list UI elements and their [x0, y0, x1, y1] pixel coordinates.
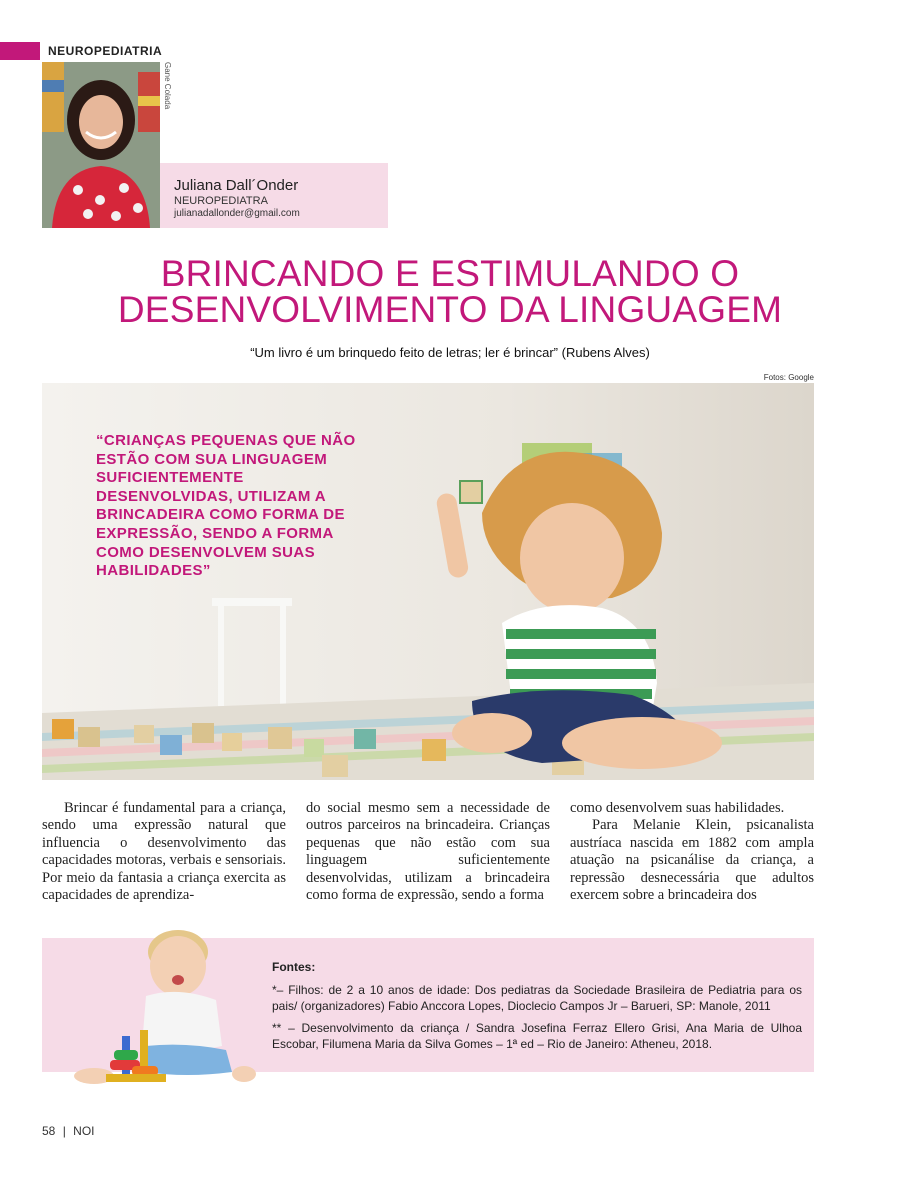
source-item-1: *– Filhos: de 2 a 10 anos de idade: Dos pediatras da Sociedade Brasileira de Pediatria para os pais/ (organizadores) Fabio Anccora Lopes, Dioclecio Campos Jr – Barueri, SP: Manole, 2011: [272, 983, 802, 1013]
sources-title: Fontes:: [272, 960, 316, 974]
pull-quote: “CRIANÇAS PEQUENAS QUE NÃO ESTÃO COM SUA LINGUAGEM SUFICIENTEMENTE DESENVOLVIDAS, UTILIZAM A BRINCADEIRA COMO FORMA DE EXPRESSÃO, SENDO A FORMA COMO DESENVOLVEM SUAS HABILIDADES”: [96, 432, 356, 580]
title-line-2: DESENVOLVIMENTO DA LINGUAGEM: [117, 289, 783, 330]
author-photo-credit: [160, 62, 174, 142]
author-photo-credit-text: Gane Colada: [163, 62, 172, 110]
section-label: NEUROPEDIATRIA: [48, 44, 163, 58]
column-3-paragraph-2: Para Melanie Klein, psicanalista austríaca nascida em 1882 com ampla atuação na psicanálise da criança, a repressão desnecessária que adultos exercem sobre a brincadeira dos: [570, 817, 814, 904]
epigraph: “Um livro é um brinquedo feito de letras; ler é brincar” (Rubens Alves): [250, 345, 650, 360]
page-footer: [42, 1124, 95, 1138]
toddler-toy-illustration: [66, 926, 256, 1086]
author-name: Juliana Dall´Onder: [174, 177, 299, 194]
source-item-2: ** – Desenvolvimento da criança / Sandra Josefina Ferraz Ellero Grisi, Ana Maria de Ulhoa Escobar, Filumena Maria da Silva Gomes – 1ª ed – Rio de Janeiro: Atheneu, 2018.: [272, 1021, 802, 1051]
column-1-paragraph: Brincar é fundamental para a criança, sendo uma expressão natural que influencia o desenvolvimento das capacidades motoras, verbais e sensoriais. Por meio da fantasia a criança exercita as capacidades de aprendiza-: [42, 800, 286, 904]
section-accent-bar: [0, 42, 40, 60]
author-portrait-illustration: [42, 62, 160, 228]
article-column-1: [42, 800, 286, 904]
photo-credit: Fotos: Google: [763, 373, 814, 382]
article-column-3: [570, 800, 814, 904]
author-photo: [42, 62, 160, 228]
title-line-1: BRINCANDO E ESTIMULANDO O: [160, 253, 740, 294]
footer-separator: |: [62, 1124, 66, 1138]
author-info-box: [160, 163, 388, 228]
page-number: 58: [42, 1124, 56, 1138]
sources-photo: [66, 926, 256, 1086]
article-title: [40, 253, 860, 330]
author-email: julianadallonder@gmail.com: [174, 208, 300, 219]
author-role: NEUROPEDIATRA: [174, 195, 268, 207]
article-column-2: [306, 800, 550, 904]
column-3-paragraph-1: como desenvolvem suas habilidades.: [570, 800, 785, 816]
column-2-paragraph: do social mesmo sem a necessidade de outros parceiros na brincadeira. Crianças pequenas que não estão com sua linguagem suficientemente desenvolvidas, utilizam a brincadeira como forma de expressão, sendo a forma: [306, 800, 550, 904]
magazine-name: NOI: [73, 1124, 95, 1138]
